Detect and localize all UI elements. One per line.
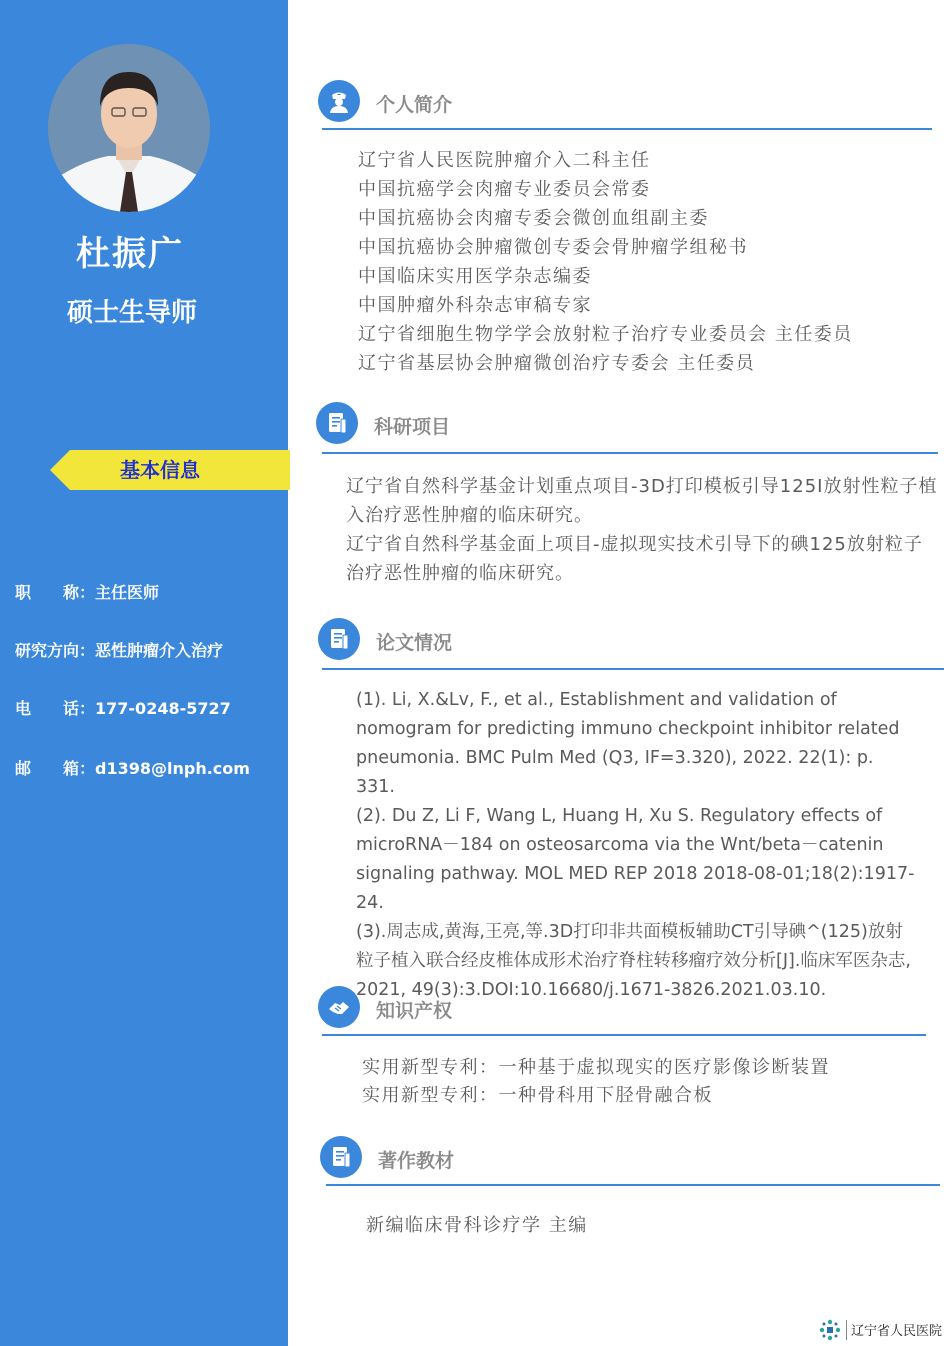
section-title: 著作教材 — [378, 1150, 455, 1172]
list-item: 辽宁省自然科学基金面上项目-虚拟现实技术引导下的碘125放射粒子治疗恶性肿瘤的临床研究。 — [346, 534, 923, 584]
divider — [322, 1034, 926, 1036]
basic-info-tab — [50, 450, 290, 490]
section-research-header — [316, 402, 616, 450]
divider — [322, 452, 938, 454]
section-papers-header — [318, 618, 618, 666]
list-item: (3).周志成,黄海,王亮,等.3D打印非共面模板辅助CT引导碘^(125)放射粒子植入联合经皮椎体成形术治疗脊柱转移瘤疗效分析[J].临床军医杂志, 2021, 49(3):3.DOI:10.16680/j.1671-3826.2021.03.10. — [356, 922, 911, 1000]
doctor-name: 杜振广 — [76, 234, 184, 274]
hospital-emblem-icon — [818, 1318, 842, 1342]
handshake-icon — [318, 986, 360, 1028]
ip-list — [362, 1054, 830, 1110]
info-label: 邮 箱： — [15, 759, 96, 778]
list-item: 辽宁省基层协会肿瘤微创治疗专委会 主任委员 — [358, 353, 756, 374]
section-title: 论文情况 — [376, 632, 453, 654]
info-row-research — [15, 638, 223, 661]
section-title: 科研项目 — [374, 416, 451, 438]
info-value: 主任医师 — [95, 583, 160, 602]
list-item: 辽宁省人民医院肿瘤介入二科主任 — [358, 150, 651, 171]
intro-list — [358, 146, 853, 378]
divider — [322, 668, 944, 670]
papers-list — [356, 686, 918, 1005]
list-item: (1). Li, X.&Lv, F., et al., Establishment and validation of nomogram for predicting immuno checkpoint inhibitor related pneumonia. BMC Pulm Med (Q3, IF=3.320), 2022. 22(1): p. 331. — [356, 690, 900, 797]
info-value: 177-0248-5727 — [95, 699, 231, 718]
nurse-icon — [318, 80, 360, 122]
divider — [322, 128, 932, 130]
hospital-name: 辽宁省人民医院 — [851, 1324, 943, 1339]
avatar — [48, 44, 210, 212]
info-label: 职 称： — [15, 583, 96, 602]
info-row-phone — [15, 696, 231, 719]
list-item: (2). Du Z, Li F, Wang L, Huang H, Xu S. Regulatory effects of microRNA－184 on osteosarcoma via the Wnt/beta－catenin signaling pathway. MOL MED REP 2018 2018-08-01;18(2):1917-24. — [356, 806, 915, 913]
doctor-title: 硕士生导师 — [66, 298, 197, 328]
section-ip-header — [318, 986, 618, 1034]
section-intro-header — [318, 80, 618, 128]
logo-separator — [846, 1320, 847, 1340]
books-list — [366, 1212, 588, 1240]
info-row-title — [15, 580, 159, 603]
document-icon — [316, 402, 358, 444]
divider — [326, 1184, 940, 1186]
list-item: 中国临床实用医学杂志编委 — [358, 266, 592, 287]
section-books-header — [320, 1136, 620, 1184]
info-label: 电 话： — [15, 699, 96, 718]
list-item: 新编临床骨科诊疗学 主编 — [366, 1215, 588, 1236]
document-icon — [318, 618, 360, 660]
list-item: 实用新型专利：一种骨科用下胫骨融合板 — [362, 1085, 713, 1106]
list-item: 辽宁省细胞生物学学会放射粒子治疗专业委员会 主任委员 — [358, 324, 853, 345]
document-icon — [320, 1136, 362, 1178]
list-item: 中国抗癌协会肿瘤微创专委会骨肿瘤学组秘书 — [358, 237, 748, 258]
info-row-email — [15, 756, 250, 779]
info-label: 研究方向： — [15, 641, 96, 660]
basic-info-label: 基本信息 — [120, 458, 200, 482]
list-item: 辽宁省自然科学基金计划重点项目-3D打印模板引导125I放射性粒子植入治疗恶性肿瘤的临床研究。 — [346, 476, 938, 526]
list-item: 实用新型专利：一种基于虚拟现实的医疗影像诊断装置 — [362, 1057, 830, 1078]
info-value[interactable]: d1398@lnph.com — [95, 759, 250, 778]
sidebar — [0, 0, 288, 1346]
list-item: 中国抗癌协会肉瘤专委会微创血组副主委 — [358, 208, 709, 229]
list-item: 中国抗癌学会肉瘤专业委员会常委 — [358, 179, 651, 200]
info-value: 恶性肿瘤介入治疗 — [95, 641, 224, 660]
hospital-logo — [818, 1316, 944, 1344]
section-title: 个人简介 — [376, 94, 453, 116]
section-title: 知识产权 — [376, 1000, 453, 1022]
research-list — [346, 472, 938, 588]
list-item: 中国肿瘤外科杂志审稿专家 — [358, 295, 592, 316]
